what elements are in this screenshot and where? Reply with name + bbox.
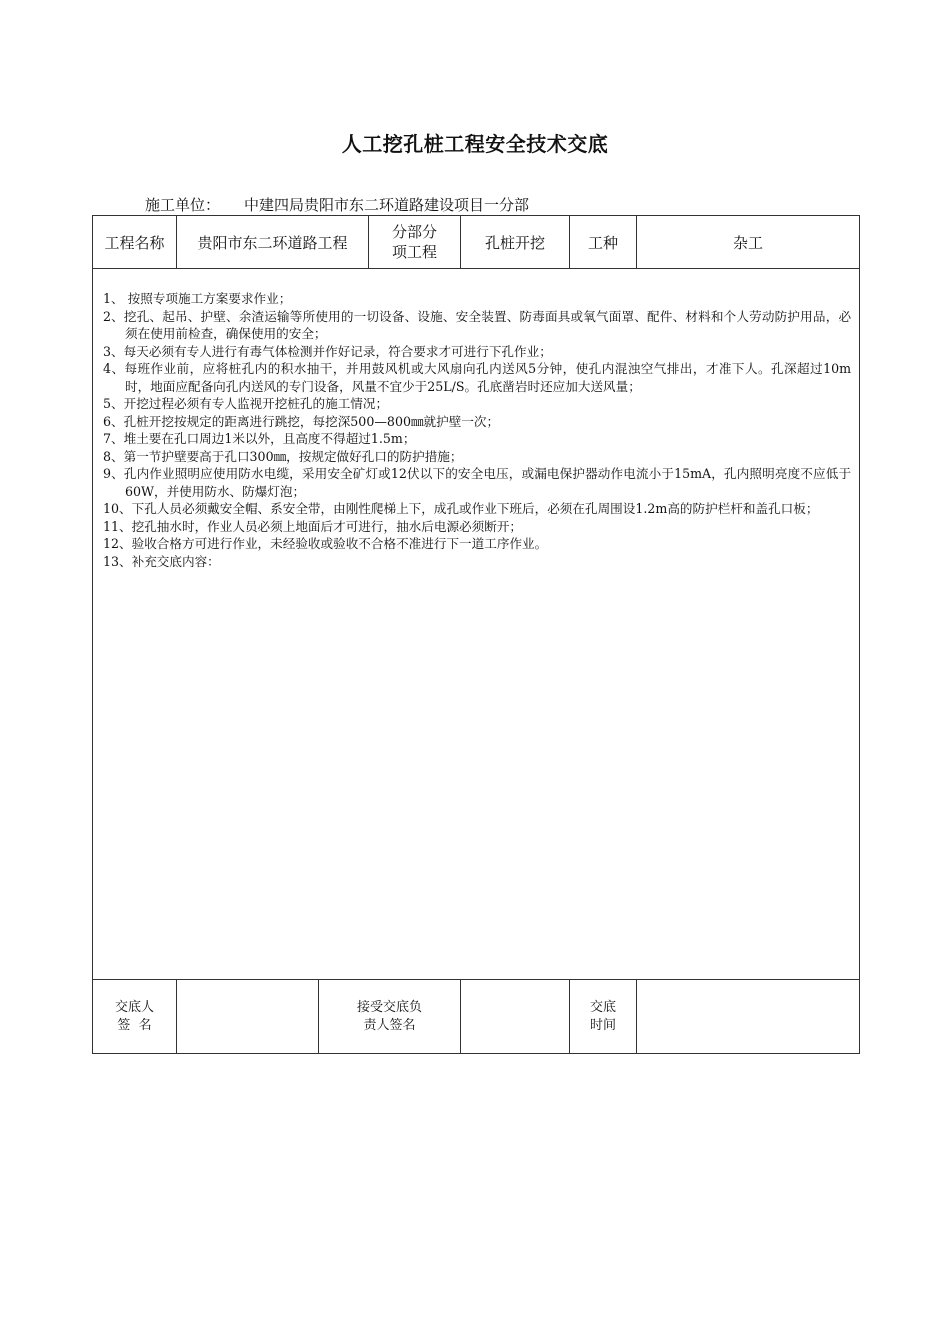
list-item: 12、验收合格方可进行作业，未经验收或验收不合格不准进行下一道工序作业。 xyxy=(103,536,548,551)
construction-unit-value: 中建四局贵阳市东二环道路建设项目一分部 xyxy=(244,196,530,214)
list-item: 3、每天必须有专人进行有毒气体检测并作好记录，符合要求才可进行下孔作业； xyxy=(103,343,552,359)
project-name-label: 工程名称 xyxy=(93,216,177,269)
receiver-label-line1: 接受交底负 xyxy=(357,999,423,1015)
trade-value: 杂工 xyxy=(637,216,860,269)
list-item: 5、开挖过程必须有专人监视开挖桩孔的施工情况； xyxy=(103,396,389,411)
project-name-value: 贵阳市东二环道路工程 xyxy=(177,216,369,269)
list-item: 7、堆土要在孔口周边1米以外，且高度不得超过1.5m； xyxy=(103,431,416,446)
sub-project-value: 孔桩开挖 xyxy=(461,216,570,269)
sub-project-label-line2: 项工程 xyxy=(392,243,438,261)
date-label-line2: 时间 xyxy=(590,1017,617,1033)
construction-unit-label: 施工单位： xyxy=(145,196,221,214)
header-row xyxy=(93,216,860,269)
discloser-signature-field[interactable] xyxy=(177,980,319,1054)
item-list xyxy=(93,269,859,570)
list-item: 11、挖孔抽水时，作业人员必须上地面后才可进行，抽水后电源必须断开； xyxy=(103,518,523,534)
disclosure-table xyxy=(92,215,860,1054)
list-item: 4、每班作业前，应将桩孔内的积水抽干，并用鼓风机或大风扇向孔内送风5分钟，使孔内混浊空气排出，才准下人。孔深超过10m时，地面应配备向孔内送风的专门设备，风量不宜少于25L/S。孔底凿岩时还应加大送风量； xyxy=(103,361,852,394)
discloser-signature-label xyxy=(93,980,177,1054)
receiver-signature-label xyxy=(319,980,461,1054)
signature-row xyxy=(93,980,860,1054)
discloser-label-line1: 交底人 xyxy=(114,999,154,1015)
document-title: 人工挖孔桩工程安全技术交底 xyxy=(341,132,609,156)
list-item: 9、孔内作业照明应使用防水电缆，采用安全矿灯或12伏以下的安全电压，或漏电保护器动作电流小于15mA，孔内照明亮度不应低于60W，并使用防水、防爆灯泡； xyxy=(103,466,852,499)
sub-project-label xyxy=(369,216,461,269)
receiver-signature-field[interactable] xyxy=(461,980,570,1054)
sub-project-label-line1: 分部分 xyxy=(392,223,438,241)
construction-unit-line xyxy=(145,194,529,215)
discloser-label-line2: 签 名 xyxy=(117,1017,152,1033)
list-item: 8、第一节护壁要高于孔口300㎜，按规定做好孔口的防护措施； xyxy=(103,448,463,464)
list-item: 1、 按照专项施工方案要求作业； xyxy=(103,291,292,306)
list-item: 6、孔桩开挖按规定的距离进行跳挖，每挖深500—800㎜就护壁一次； xyxy=(103,413,500,429)
receiver-label-line2: 责人签名 xyxy=(363,1017,416,1033)
date-field[interactable] xyxy=(637,980,860,1054)
content-row xyxy=(93,269,860,980)
list-item: 2、挖孔、起吊、护壁、余渣运输等所使用的一切设备、设施、安全装置、防毒面具或氧气面罩、配件、材料和个人劳动防护用品，必须在使用前检查，确保使用的安全； xyxy=(103,308,852,341)
date-label xyxy=(570,980,637,1054)
list-item: 10、下孔人员必须戴安全帽、系安全带，由刚性爬梯上下，成孔或作业下班后，必须在孔周围设1.2m高的防护栏杆和盖孔口板； xyxy=(103,501,819,516)
date-label-line1: 交底 xyxy=(590,999,617,1015)
content-cell xyxy=(93,269,860,980)
list-item: 13、补充交底内容： xyxy=(103,553,220,569)
trade-label: 工种 xyxy=(570,216,637,269)
